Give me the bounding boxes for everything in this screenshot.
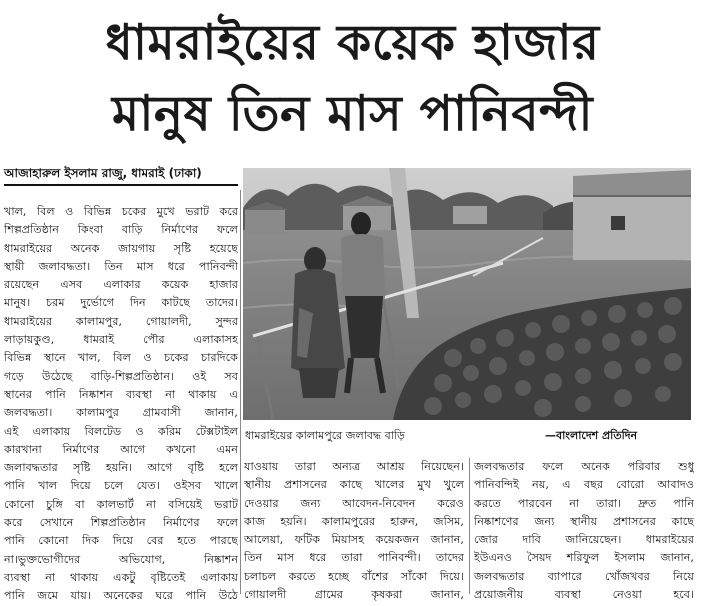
text-line: ধামরাইয়ের কালামপুর, গোয়ালদী, সুন্দর xyxy=(4,314,238,328)
text-line: জলবদ্ধতার ফলে অনেক পরিবার শুধু xyxy=(474,460,694,473)
text-line: তিন মাস ধরে তারা পানিবন্দী। তাদের xyxy=(244,551,464,565)
text-line: জলাবদ্ধতার সৃষ্টি হয়নি। আগে বৃষ্টি হলে xyxy=(4,461,238,475)
headline-line-2: মানুষ তিন মাস পানিবন্দী xyxy=(111,85,594,142)
flooded-house-photo xyxy=(243,168,691,420)
text-line: কাজ হয়নি। কালামপুরের হারুন, জসিম, xyxy=(244,514,464,528)
text-line: ইউএনও সৈয়দ শরিফুল ইসলাম জানান, xyxy=(474,551,694,565)
text-line: পানিবন্দিই নয়, এ বছর বোরো আবাদও xyxy=(474,478,694,492)
text-line: গোয়ালদী গ্রামের কৃষকরা জানান, xyxy=(244,588,464,602)
text-line: গড়ে উঠেছে বাড়ি-শিল্পপ্রতিষ্ঠান। ওই সব xyxy=(4,369,238,383)
text-line: ব্যবস্থা না থাকায় একটু বৃষ্টিতেই এলাকায় xyxy=(4,570,238,584)
text-line: খাল, বিল ও বিভিন্ন চকের মুখে ভরাট করে xyxy=(4,205,238,218)
column-divider-2 xyxy=(469,458,470,594)
text-line: করতে পারবেন না তারা। দ্রুত পানি xyxy=(474,496,694,510)
text-line: পানি জমে যায়। অনেকের ঘরে পানি উঠে xyxy=(4,589,238,603)
text-line: লাড়ায়কুণ্ড, ধামরাই পৌর এলাকাসহ xyxy=(4,333,238,347)
byline: আজাহারুল ইসলাম রাজু, ধামরাই (ঢাকা) xyxy=(4,166,202,180)
text-line: ধামরাইয়ের অনেক জায়গায় সৃষ্টি হয়েছে xyxy=(4,241,238,255)
text-line: কারখানা নির্মাণের আগে কখনো এমন xyxy=(4,442,238,456)
byline-rule xyxy=(4,184,238,186)
photo-caption: ধামরাইয়ের কালামপুরে জলাবদ্ধ বাড়ি xyxy=(245,429,405,442)
article-column-2 xyxy=(244,458,464,604)
text-line: দেওয়ার জন্য আবেদন-নিবেদন করেও xyxy=(244,496,464,510)
text-line: শিল্পপ্রতিষ্ঠান কিংবা বাড়ি নির্মাণের ফলে xyxy=(4,223,238,237)
text-line: মানুষ। চরম দুর্ভোগে দিন কাটছে তাদের। xyxy=(4,296,238,310)
text-line: চলাচল করতে হচ্ছে বাঁশের সাঁকো দিয়ে। xyxy=(244,569,464,583)
photo-credit: —বাংলাদেশ প্রতিদিন xyxy=(545,429,638,442)
article-column-3 xyxy=(474,458,694,604)
text-line: কোনো চুঙ্গি বা কালভার্ট না বসিয়েই ভরাট xyxy=(4,497,238,511)
text-line: না।ভুক্তভোগীদের অভিযোগ, নিষ্কাশন xyxy=(4,552,238,566)
text-line: পানি কোনো দিক দিয়ে বের হতে পারছে xyxy=(4,534,238,548)
headline-line-1: ধামরাইয়ের কয়েক হাজার xyxy=(105,14,600,71)
text-line: আলেয়া, ফটিক মিয়াসহ কয়েকজন জানান, xyxy=(244,533,464,547)
text-line: প্রয়োজনীয় ব্যবস্থা নেওয়া হবে। xyxy=(474,588,694,602)
text-line: রয়েছেন এসব এলাকার কয়েক হাজার xyxy=(4,278,238,292)
text-line: এই এলাকায় বিলটেড ও করিম টেক্সটাইল xyxy=(4,424,238,438)
text-line: করে সেখানে শিল্পপ্রতিষ্ঠান নির্মাণের ফলে xyxy=(4,516,238,530)
text-line: জলবদ্ধতা। কালামপুর গ্রামবাসী জানান, xyxy=(4,406,238,420)
text-line: জলবদ্ধতার ব্যাপারে খোঁজখবর নিয়ে xyxy=(474,569,694,583)
text-line: স্থানীয় প্রশাসনের কাছে খালের মুখ খুলে xyxy=(244,478,464,492)
article-photo xyxy=(243,168,691,420)
article-column-1 xyxy=(4,203,238,606)
text-line: নিষ্কাশণের জন্য স্থানীয় প্রশাসনের কাছে xyxy=(474,514,694,528)
column-divider-1 xyxy=(240,190,241,594)
text-line: পানি খাল দিয়ে চলে যেত। ওইসব খালে xyxy=(4,479,238,493)
text-line: বিভিন্ন স্থানে খাল, বিল ও চকের চারদিকে xyxy=(4,351,238,365)
text-line: স্থানের পানি নিষ্কাশন ব্যবস্থা না থাকায় এ xyxy=(4,387,238,401)
text-line: স্থায়ী জলাবদ্ধতা। তিন মাস ধরে পানিবন্দী xyxy=(4,259,238,273)
text-line: যাওয়ায় তারা অন্যত্র আশ্রয় নিয়েছেন। xyxy=(244,460,464,473)
text-line: জোর দাবি জানিয়েছেন। ধামরাইয়ের xyxy=(474,533,694,547)
